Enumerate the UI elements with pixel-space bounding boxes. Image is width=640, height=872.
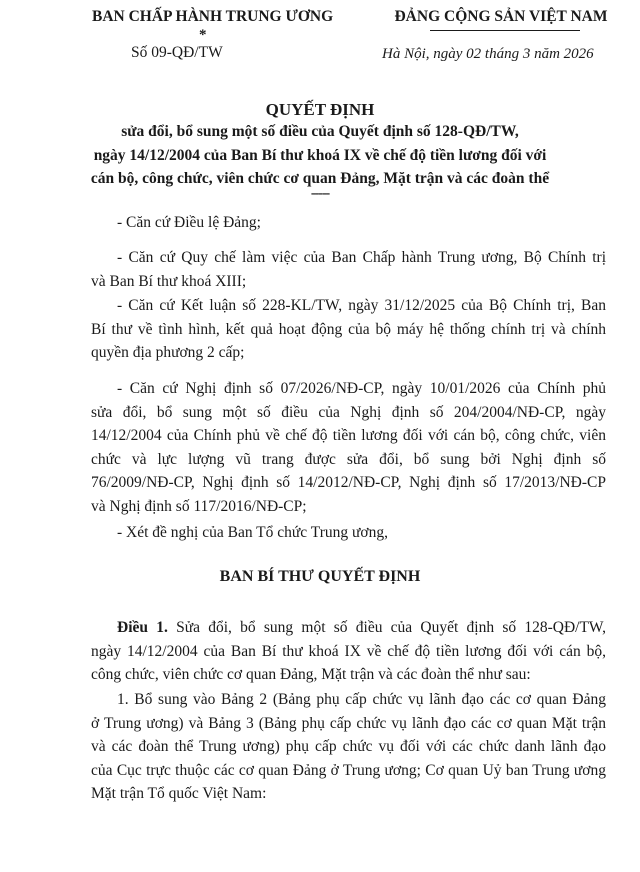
title-separator: -----	[310, 186, 330, 201]
paragraph-line: và các đoàn thể Trung ương) phụ cấp chức vụ đối với các chức danh lãnh đạo	[91, 738, 606, 755]
subtitle-line: ngày 14/12/2004 của Ban Bí thư khoá IX về chế độ tiền lương đối với	[93, 147, 547, 164]
preamble-item	[91, 377, 606, 518]
paragraph-line: - Căn cứ Kết luận số 228-KL/TW, ngày 31/12/2025 của Bộ Chính trị, Ban	[117, 297, 606, 314]
paragraph-line: 76/2009/NĐ-CP, Nghị định số 14/2012/NĐ-CP, Nghị định số 17/2013/NĐ-CP	[91, 474, 606, 491]
preamble-item	[91, 246, 606, 293]
paragraph-line: Bí thư về tình hình, kết quả hoạt động của bộ máy hệ thống chính trị và chính	[91, 320, 606, 338]
paragraph-line: - Xét đề nghị của Ban Tổ chức Trung ương,	[117, 524, 388, 541]
paragraph-line: và Nghị định số 117/2016/NĐ-CP;	[91, 497, 307, 515]
paragraph-line: Mặt trận Tổ quốc Việt Nam:	[91, 785, 267, 802]
subtitle-line: cán bộ, công chức, viên chức cơ quan Đảng, Mặt trận và các đoàn thể	[90, 170, 550, 187]
paragraph-line: - Căn cứ Điều lệ Đảng;	[117, 214, 261, 231]
paragraph-line: 1. Bổ sung vào Bảng 2 (Bảng phụ cấp chức vụ lãnh đạo các cơ quan Đảng	[117, 691, 606, 708]
clause-1	[91, 688, 606, 806]
article-text: Sửa đổi, bổ sung một số điều của Quyết định số 128-QĐ/TW,	[167, 619, 606, 636]
preamble-item	[91, 521, 606, 545]
preamble-item	[91, 294, 606, 365]
header-underline	[430, 30, 580, 31]
document-number: Số 09-QĐ/TW	[131, 44, 223, 61]
preamble-item	[91, 211, 606, 235]
paragraph-line: và Ban Bí thư khoá XIII;	[91, 272, 247, 290]
decision-heading: BAN BÍ THƯ QUYẾT ĐỊNH	[219, 568, 421, 585]
issuing-body: BAN CHẤP HÀNH TRUNG ƯƠNG	[92, 8, 334, 25]
paragraph-line: của Cục trực thuộc các cơ quan Đảng ở Trung ương; Cơ quan Uỷ ban Trung ương	[91, 761, 606, 779]
document-title: QUYẾT ĐỊNH	[265, 100, 375, 119]
paragraph-line: - Căn cứ Nghị định số 07/2026/NĐ-CP, ngày 10/01/2026 của Chính phủ	[117, 380, 606, 397]
header-star: *	[199, 27, 207, 43]
paragraph-line: chức và lực lượng vũ trang được sửa đổi, bổ sung bởi Nghị định số	[91, 450, 606, 468]
party-name: ĐẢNG CỘNG SẢN VIỆT NAM	[394, 8, 608, 25]
paragraph-line	[91, 616, 606, 640]
paragraph-line: ngày 14/12/2004 của Ban Bí thư khoá IX về chế độ tiền lương đối với cán bộ,	[91, 642, 606, 660]
article-label: Điều 1.	[117, 619, 168, 636]
paragraph-line: - Căn cứ Quy chế làm việc của Ban Chấp hành Trung ương, Bộ Chính trị	[117, 249, 606, 266]
paragraph-line: 14/12/2004 của Chính phủ về chế độ tiền lương đối với cán bộ, công chức, viên	[91, 427, 606, 444]
article-1	[91, 616, 606, 687]
paragraph-line: sửa đổi, bổ sung một số điều của Nghị định số 204/2004/NĐ-CP, ngày	[91, 403, 606, 421]
place-date: Hà Nội, ngày 02 tháng 3 năm 2026	[382, 46, 594, 62]
paragraph-line: ở Trung ương) và Bảng 3 (Bảng phụ cấp chức vụ lãnh đạo các cơ quan Mặt trận	[91, 714, 606, 732]
paragraph-line: công chức, viên chức cơ quan Đảng, Mặt trận và các đoàn thể như sau:	[91, 666, 531, 683]
paragraph-line: quyền địa phương 2 cấp;	[91, 344, 245, 361]
subtitle-line: sửa đổi, bổ sung một số điều của Quyết định số 128-QĐ/TW,	[121, 123, 519, 140]
